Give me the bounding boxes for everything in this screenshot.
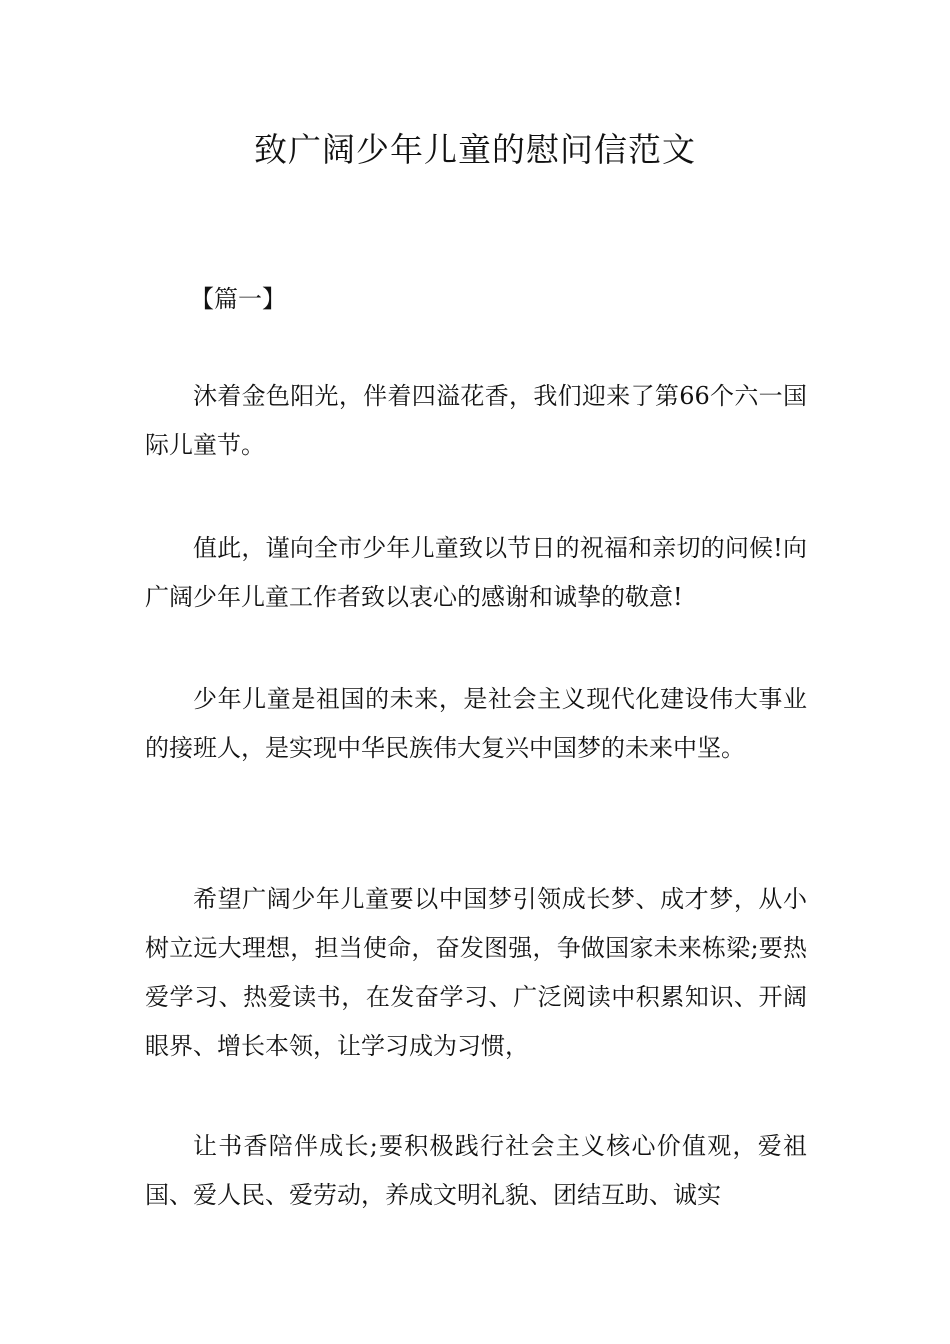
paragraph-3: 少年儿童是祖国的未来，是社会主义现代化建设伟大事业的接班人，是实现中华民族伟大复兴中国梦的未来中坚。 (145, 685, 807, 762)
document-title: 致广阔少年儿童的慰问信范文 (254, 130, 696, 169)
paragraph-1: 沐着金色阳光，伴着四溢花香，我们迎来了第66个六一国际儿童节。 (145, 382, 807, 459)
paragraph-4: 希望广阔少年儿童要以中国梦引领成长梦、成才梦，从小树立远大理想，担当使命，奋发图强，争做国家未来栋梁;要热爱学习、热爱读书，在发奋学习、广泛阅读中积累知识、开阔眼界、增长本领，让学习成为习惯， (145, 885, 807, 1060)
section-heading: 【篇一】 (190, 285, 286, 313)
paragraph-5: 让书香陪伴成长;要积极践行社会主义核心价值观，爱祖国、爱人民、爱劳动，养成文明礼貌、团结互助、诚实 (145, 1132, 807, 1209)
paragraph-2: 值此，谨向全市少年儿童致以节日的祝福和亲切的问候!向广阔少年儿童工作者致以衷心的感谢和诚挚的敬意! (145, 534, 807, 611)
